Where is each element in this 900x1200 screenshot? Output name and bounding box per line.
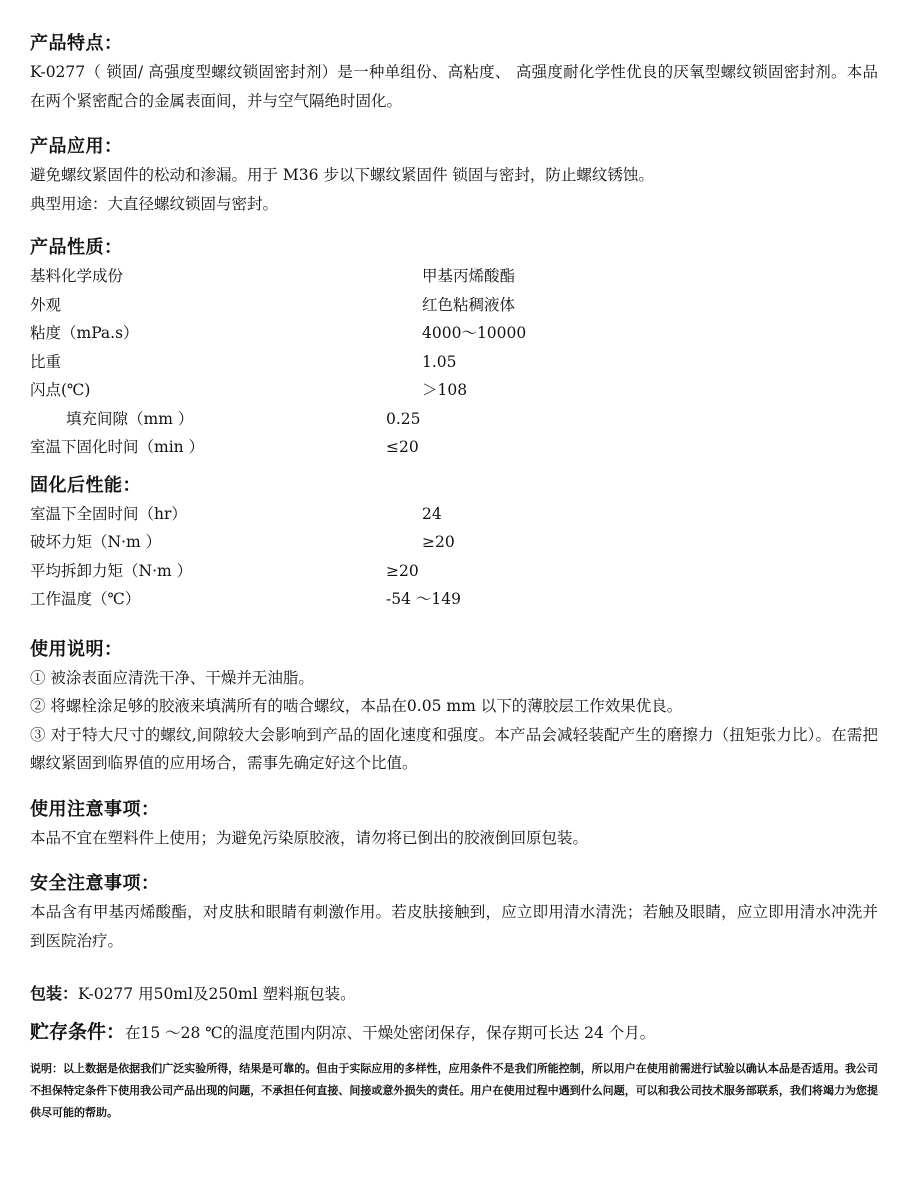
- safety-text: 本品含有甲基丙烯酸酯，对皮肤和眼睛有刺激作用。若皮肤接触到，应立即用清水清洗；若触及眼睛，应立即用清水冲洗并到医院治疗。: [30, 903, 878, 950]
- precautions-text: 本品不宜在塑料件上使用；为避免污染原胶液，请勿将已倒出的胶液倒回原包装。: [30, 828, 589, 847]
- usage-item-2: ② 将螺栓涂足够的胶液来填满所有的啮合螺纹，本品在0.05 mm 以下的薄胶层工作效果优良。: [30, 697, 683, 715]
- safety-heading: 安全注意事项：: [30, 873, 160, 894]
- cured-row: [30, 557, 878, 586]
- property-label: 外观: [30, 295, 62, 314]
- property-value: 1.05: [422, 352, 457, 371]
- storage-label: 贮存条件：: [30, 1021, 126, 1043]
- property-value: ≤20: [386, 438, 419, 456]
- precautions-heading: 使用注意事项：: [30, 798, 160, 820]
- property-label: 室温下固化时间（min ）: [30, 438, 205, 456]
- property-row: [30, 433, 878, 462]
- properties-table: [30, 262, 878, 462]
- datasheet-page: [30, 30, 878, 1124]
- property-label: 比重: [30, 352, 62, 371]
- property-label: 填充间隙（mm ）: [66, 409, 194, 428]
- cured-label: 工作温度（℃）: [30, 590, 141, 608]
- packaging-line: [30, 979, 878, 1009]
- cured-label: 平均拆卸力矩（N·m ）: [30, 561, 193, 580]
- usage-item-3: ③ 对于特大尺寸的螺纹,间隙较大会影响到产品的固化速度和强度。本产品会减轻装配产生的磨擦力（扭矩张力比）。在需把螺纹紧固到临界值的应用场合，需事先确定好这个比值。: [30, 725, 878, 772]
- features-text: K-0277（ 锁固/ 高强度型螺纹锁固密封剂）是一种单组份、高粘度、 高强度耐化学性优良的厌氧型螺纹锁固密封剂。本品在两个紧密配合的金属表面间，并与空气隔绝时固化。: [30, 63, 878, 110]
- property-value: 甲基丙烯酸酯: [422, 267, 516, 285]
- usage-item-1: ① 被涂表面应清洗干净、干燥并无油脂。: [30, 668, 314, 687]
- property-value: ＞108: [422, 381, 468, 399]
- cured-value: ≥20: [386, 561, 419, 580]
- cured-table: [30, 500, 878, 614]
- application-line-2: 典型用途：大直径螺纹锁固与密封。: [30, 194, 279, 213]
- property-row: [30, 262, 878, 291]
- storage-text: 在15 ～28 ℃的温度范围内阴凉、干燥处密闭保存，保存期可长达 24 个月。: [125, 1024, 656, 1042]
- application-line-1: 避免螺纹紧固件的松动和渗漏。用于 M36 步以下螺纹紧固件 锁固与密封，防止螺纹锈蚀。: [30, 166, 654, 184]
- cured-row: [30, 500, 878, 529]
- usage-heading: 使用说明：: [30, 638, 123, 660]
- property-label: 粘度（mPa.s）: [30, 324, 139, 342]
- cured-value: -54 ～149: [386, 590, 461, 608]
- properties-heading: 产品性质：: [30, 237, 123, 258]
- property-value: 红色粘稠液体: [422, 295, 516, 314]
- cured-heading: 固化后性能：: [30, 474, 141, 496]
- cured-label: 破坏力矩（N·m ）: [30, 533, 162, 551]
- storage-line: [30, 1017, 878, 1048]
- property-row: [30, 405, 878, 434]
- application-heading: 产品应用：: [30, 136, 123, 157]
- packaging-text: K-0277 用50ml及250ml 塑料瓶包装。: [78, 985, 356, 1003]
- cured-label: 室温下全固时间（hr）: [30, 504, 187, 523]
- property-value: 0.25: [386, 409, 421, 428]
- disclaimer-note: 说明：以上数据是依据我们广泛实验所得，结果是可靠的。但由于实际应用的多样性，应用条件不是我们所能控制，所以用户在使用前需进行试验以确认本品是否适用。我公司不担保特定条件下使用我公司产品出现的问题，不承担任何直接、间接或意外损失的责任。用户在使用过程中遇到什么问题，可以和我公司技术服务部联系，我们将竭力为您提供尽可能的帮助。: [30, 1062, 878, 1119]
- property-value: 4000～10000: [422, 324, 527, 342]
- packaging-label: 包装：: [30, 984, 79, 1003]
- cured-row: [30, 585, 878, 614]
- property-row: [30, 291, 878, 320]
- cured-value: 24: [422, 504, 442, 523]
- property-row: [30, 348, 878, 377]
- cured-row: [30, 528, 878, 557]
- property-row: [30, 376, 878, 405]
- features-heading: 产品特点：: [30, 33, 123, 54]
- property-row: [30, 319, 878, 348]
- cured-value: ≥20: [422, 533, 455, 551]
- property-label: 基料化学成份: [30, 267, 124, 285]
- property-label: 闪点(℃): [30, 381, 91, 399]
